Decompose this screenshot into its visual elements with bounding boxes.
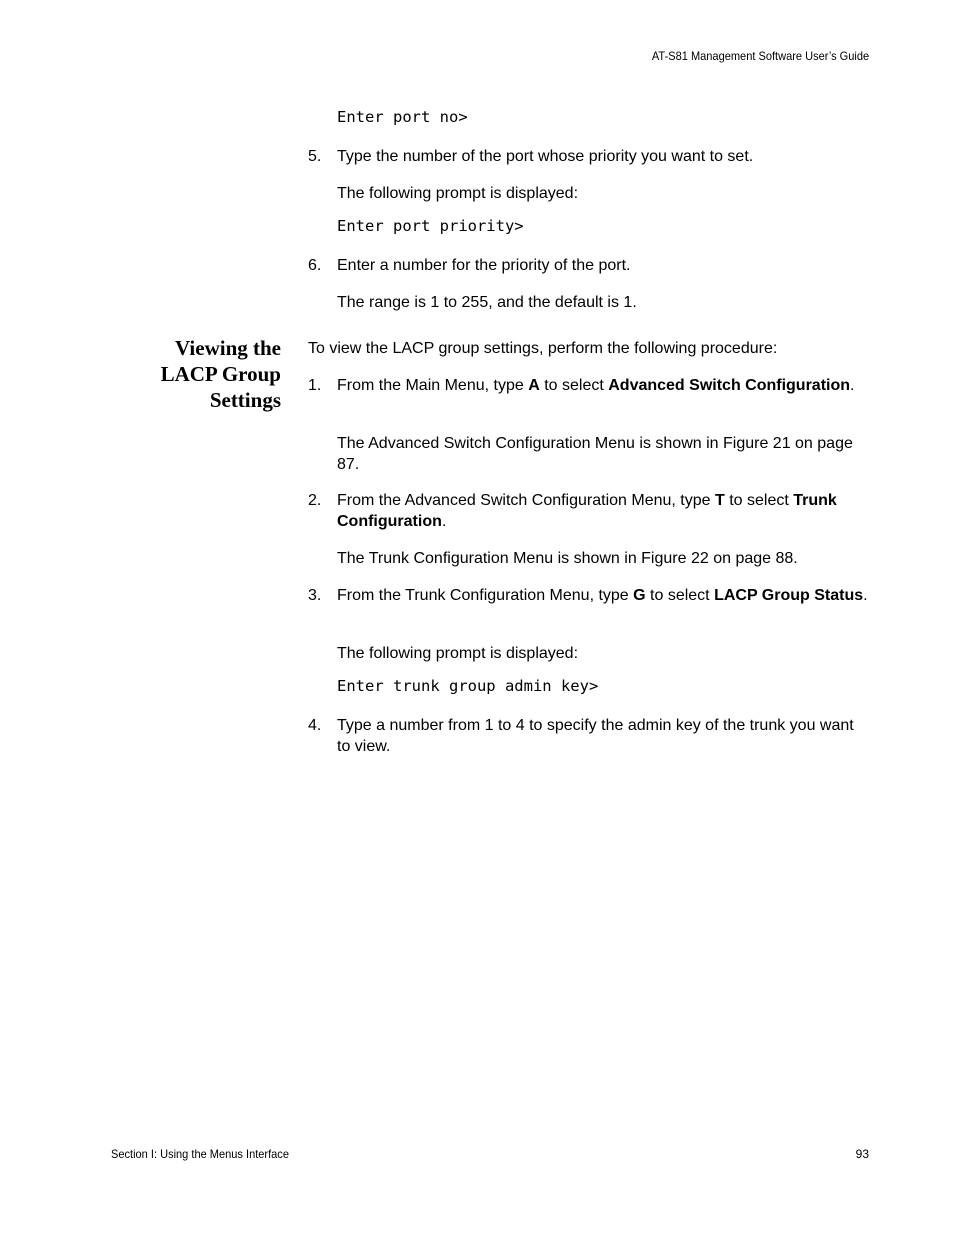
- step-2-note: The Trunk Configuration Menu is shown in Figure 22 on page 88.: [337, 550, 798, 567]
- step-5-note: The following prompt is displayed:: [337, 185, 579, 202]
- step-number: 6.: [308, 257, 322, 274]
- running-header: AT-S81 Management Software User’s Guide: [651, 49, 869, 63]
- step-4-text: Type a number from 1 to 4 to specify the admin key of the trunk you want to view.: [337, 717, 854, 755]
- section-intro: To view the LACP group settings, perform the following procedure:: [308, 340, 778, 357]
- menu-target: LACP Group Status: [714, 587, 864, 604]
- step-number: 1.: [308, 377, 322, 394]
- step-6-text: Enter a number for the priority of the port.: [337, 257, 631, 274]
- step-3-text: From the Trunk Configuration Menu, type G to select LACP Group Status.: [337, 587, 868, 604]
- page-number: 93: [855, 1147, 869, 1161]
- menu-target: Trunk Configuration: [337, 492, 837, 530]
- footer-section: Section I: Using the Menus Interface: [111, 1147, 289, 1161]
- section-heading: [100, 335, 281, 413]
- step-6-note: The range is 1 to 255, and the default is 1.: [337, 294, 637, 311]
- step-5-text: Type the number of the port whose priority you want to set.: [337, 148, 754, 165]
- step-3-note: The following prompt is displayed:: [337, 645, 579, 662]
- prompt-port-priority: Enter port priority>: [337, 217, 524, 235]
- menu-target: Advanced Switch Configuration: [608, 377, 851, 394]
- step-1-note: The Advanced Switch Configuration Menu is shown in Figure 21 on page 87.: [337, 435, 853, 473]
- step-number: 2.: [308, 492, 322, 509]
- step-number: 3.: [308, 587, 322, 604]
- menu-key: T: [714, 492, 725, 509]
- section-heading-line: Settings: [209, 388, 281, 412]
- prompt-admin-key: Enter trunk group admin key>: [337, 677, 599, 695]
- prompt-port-no: Enter port no>: [337, 108, 468, 126]
- step-number: 5.: [308, 148, 322, 165]
- menu-key: A: [528, 377, 540, 394]
- section-heading-line: Viewing the: [175, 336, 281, 360]
- step-2-text: From the Advanced Switch Configuration Menu, type T to select Trunk Configuration.: [337, 492, 837, 530]
- step-1-text: From the Main Menu, type A to select Advanced Switch Configuration.: [337, 377, 855, 394]
- section-heading-line: LACP Group: [160, 362, 281, 386]
- menu-key: G: [633, 587, 646, 604]
- step-number: 4.: [308, 717, 322, 734]
